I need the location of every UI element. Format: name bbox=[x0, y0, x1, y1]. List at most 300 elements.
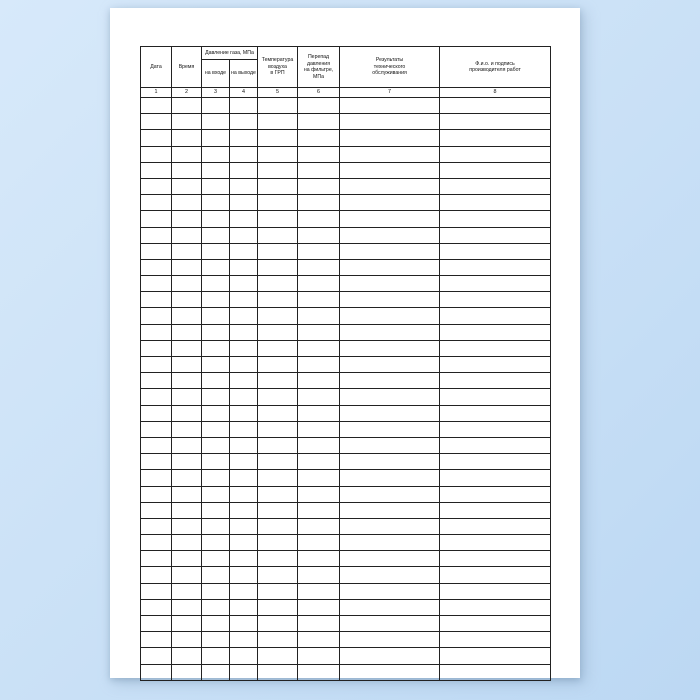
table-cell[interactable] bbox=[298, 211, 340, 227]
table-cell[interactable] bbox=[258, 421, 298, 437]
table-cell[interactable] bbox=[141, 211, 172, 227]
table-cell[interactable] bbox=[172, 146, 202, 162]
table-cell[interactable] bbox=[298, 130, 340, 146]
table-cell[interactable] bbox=[440, 421, 551, 437]
table-cell[interactable] bbox=[230, 195, 258, 211]
table-cell[interactable] bbox=[258, 259, 298, 275]
table-row[interactable] bbox=[141, 130, 551, 146]
table-cell[interactable] bbox=[340, 146, 440, 162]
table-cell[interactable] bbox=[340, 535, 440, 551]
table-cell[interactable] bbox=[440, 648, 551, 664]
table-cell[interactable] bbox=[440, 567, 551, 583]
table-cell[interactable] bbox=[298, 648, 340, 664]
table-cell[interactable] bbox=[258, 114, 298, 130]
table-cell[interactable] bbox=[340, 195, 440, 211]
table-cell[interactable] bbox=[141, 437, 172, 453]
table-cell[interactable] bbox=[172, 357, 202, 373]
table-row[interactable] bbox=[141, 340, 551, 356]
table-cell[interactable] bbox=[440, 373, 551, 389]
table-cell[interactable] bbox=[202, 98, 230, 114]
table-cell[interactable] bbox=[440, 389, 551, 405]
table-cell[interactable] bbox=[202, 535, 230, 551]
table-cell[interactable] bbox=[298, 195, 340, 211]
table-cell[interactable] bbox=[298, 405, 340, 421]
table-cell[interactable] bbox=[230, 421, 258, 437]
table-cell[interactable] bbox=[340, 583, 440, 599]
table-cell[interactable] bbox=[340, 308, 440, 324]
table-cell[interactable] bbox=[440, 583, 551, 599]
table-cell[interactable] bbox=[258, 502, 298, 518]
table-cell[interactable] bbox=[258, 454, 298, 470]
table-cell[interactable] bbox=[340, 421, 440, 437]
table-cell[interactable] bbox=[258, 632, 298, 648]
table-cell[interactable] bbox=[298, 324, 340, 340]
table-cell[interactable] bbox=[258, 567, 298, 583]
table-cell[interactable] bbox=[141, 454, 172, 470]
table-row[interactable] bbox=[141, 437, 551, 453]
table-cell[interactable] bbox=[172, 243, 202, 259]
table-cell[interactable] bbox=[230, 405, 258, 421]
table-cell[interactable] bbox=[141, 389, 172, 405]
table-cell[interactable] bbox=[258, 551, 298, 567]
table-cell[interactable] bbox=[230, 648, 258, 664]
table-cell[interactable] bbox=[230, 551, 258, 567]
table-row[interactable] bbox=[141, 389, 551, 405]
table-cell[interactable] bbox=[230, 340, 258, 356]
table-cell[interactable] bbox=[440, 211, 551, 227]
table-row[interactable] bbox=[141, 664, 551, 680]
table-cell[interactable] bbox=[202, 551, 230, 567]
table-cell[interactable] bbox=[230, 437, 258, 453]
table-cell[interactable] bbox=[202, 470, 230, 486]
table-cell[interactable] bbox=[202, 437, 230, 453]
table-cell[interactable] bbox=[202, 632, 230, 648]
table-cell[interactable] bbox=[172, 162, 202, 178]
table-cell[interactable] bbox=[230, 535, 258, 551]
table-cell[interactable] bbox=[298, 535, 340, 551]
table-cell[interactable] bbox=[298, 178, 340, 194]
table-cell[interactable] bbox=[298, 227, 340, 243]
table-cell[interactable] bbox=[440, 551, 551, 567]
table-cell[interactable] bbox=[172, 324, 202, 340]
table-cell[interactable] bbox=[202, 648, 230, 664]
table-cell[interactable] bbox=[340, 502, 440, 518]
table-cell[interactable] bbox=[298, 583, 340, 599]
table-cell[interactable] bbox=[172, 616, 202, 632]
table-cell[interactable] bbox=[340, 373, 440, 389]
table-cell[interactable] bbox=[340, 437, 440, 453]
table-cell[interactable] bbox=[340, 114, 440, 130]
table-cell[interactable] bbox=[440, 243, 551, 259]
table-cell[interactable] bbox=[298, 340, 340, 356]
table-cell[interactable] bbox=[298, 308, 340, 324]
table-cell[interactable] bbox=[440, 632, 551, 648]
table-cell[interactable] bbox=[202, 243, 230, 259]
table-cell[interactable] bbox=[440, 259, 551, 275]
table-cell[interactable] bbox=[440, 502, 551, 518]
table-cell[interactable] bbox=[340, 211, 440, 227]
table-cell[interactable] bbox=[230, 162, 258, 178]
table-cell[interactable] bbox=[340, 664, 440, 680]
table-cell[interactable] bbox=[298, 243, 340, 259]
table-cell[interactable] bbox=[298, 421, 340, 437]
table-cell[interactable] bbox=[340, 276, 440, 292]
table-cell[interactable] bbox=[440, 357, 551, 373]
table-cell[interactable] bbox=[440, 195, 551, 211]
table-cell[interactable] bbox=[141, 178, 172, 194]
table-cell[interactable] bbox=[202, 178, 230, 194]
table-cell[interactable] bbox=[202, 599, 230, 615]
table-cell[interactable] bbox=[258, 292, 298, 308]
table-cell[interactable] bbox=[141, 551, 172, 567]
table-cell[interactable] bbox=[340, 599, 440, 615]
table-cell[interactable] bbox=[141, 130, 172, 146]
table-cell[interactable] bbox=[202, 373, 230, 389]
table-row[interactable] bbox=[141, 648, 551, 664]
table-cell[interactable] bbox=[440, 340, 551, 356]
table-cell[interactable] bbox=[202, 502, 230, 518]
table-cell[interactable] bbox=[230, 583, 258, 599]
table-cell[interactable] bbox=[440, 518, 551, 534]
table-cell[interactable] bbox=[202, 195, 230, 211]
table-row[interactable] bbox=[141, 146, 551, 162]
table-cell[interactable] bbox=[258, 405, 298, 421]
table-cell[interactable] bbox=[298, 551, 340, 567]
table-cell[interactable] bbox=[202, 340, 230, 356]
table-cell[interactable] bbox=[172, 276, 202, 292]
table-cell[interactable] bbox=[258, 373, 298, 389]
table-cell[interactable] bbox=[202, 421, 230, 437]
table-cell[interactable] bbox=[141, 470, 172, 486]
table-cell[interactable] bbox=[258, 162, 298, 178]
table-cell[interactable] bbox=[440, 146, 551, 162]
table-cell[interactable] bbox=[440, 308, 551, 324]
table-cell[interactable] bbox=[141, 227, 172, 243]
table-row[interactable] bbox=[141, 162, 551, 178]
table-cell[interactable] bbox=[141, 114, 172, 130]
table-cell[interactable] bbox=[340, 292, 440, 308]
table-cell[interactable] bbox=[230, 454, 258, 470]
table-row[interactable] bbox=[141, 583, 551, 599]
table-cell[interactable] bbox=[141, 599, 172, 615]
table-cell[interactable] bbox=[340, 518, 440, 534]
table-cell[interactable] bbox=[440, 599, 551, 615]
table-cell[interactable] bbox=[141, 405, 172, 421]
table-row[interactable] bbox=[141, 259, 551, 275]
table-cell[interactable] bbox=[230, 146, 258, 162]
table-cell[interactable] bbox=[258, 98, 298, 114]
table-cell[interactable] bbox=[340, 178, 440, 194]
table-cell[interactable] bbox=[258, 389, 298, 405]
table-cell[interactable] bbox=[141, 324, 172, 340]
table-cell[interactable] bbox=[141, 421, 172, 437]
table-cell[interactable] bbox=[230, 357, 258, 373]
table-cell[interactable] bbox=[230, 389, 258, 405]
table-cell[interactable] bbox=[440, 616, 551, 632]
table-cell[interactable] bbox=[340, 357, 440, 373]
table-cell[interactable] bbox=[172, 340, 202, 356]
table-cell[interactable] bbox=[340, 632, 440, 648]
table-row[interactable] bbox=[141, 421, 551, 437]
table-cell[interactable] bbox=[258, 340, 298, 356]
table-cell[interactable] bbox=[230, 227, 258, 243]
table-cell[interactable] bbox=[202, 389, 230, 405]
table-cell[interactable] bbox=[258, 535, 298, 551]
table-cell[interactable] bbox=[440, 664, 551, 680]
table-cell[interactable] bbox=[298, 259, 340, 275]
table-row[interactable] bbox=[141, 405, 551, 421]
table-cell[interactable] bbox=[141, 518, 172, 534]
table-cell[interactable] bbox=[440, 292, 551, 308]
table-cell[interactable] bbox=[440, 114, 551, 130]
table-cell[interactable] bbox=[141, 276, 172, 292]
table-cell[interactable] bbox=[172, 98, 202, 114]
table-cell[interactable] bbox=[440, 162, 551, 178]
table-cell[interactable] bbox=[202, 211, 230, 227]
table-cell[interactable] bbox=[202, 276, 230, 292]
table-cell[interactable] bbox=[141, 567, 172, 583]
table-cell[interactable] bbox=[172, 583, 202, 599]
table-cell[interactable] bbox=[141, 632, 172, 648]
table-cell[interactable] bbox=[258, 227, 298, 243]
table-cell[interactable] bbox=[141, 98, 172, 114]
table-cell[interactable] bbox=[172, 373, 202, 389]
table-cell[interactable] bbox=[172, 130, 202, 146]
table-cell[interactable] bbox=[258, 599, 298, 615]
table-row[interactable] bbox=[141, 292, 551, 308]
table-cell[interactable] bbox=[298, 567, 340, 583]
table-cell[interactable] bbox=[230, 616, 258, 632]
table-cell[interactable] bbox=[440, 130, 551, 146]
table-cell[interactable] bbox=[141, 340, 172, 356]
table-row[interactable] bbox=[141, 211, 551, 227]
table-cell[interactable] bbox=[141, 243, 172, 259]
table-cell[interactable] bbox=[202, 130, 230, 146]
table-cell[interactable] bbox=[141, 535, 172, 551]
table-cell[interactable] bbox=[230, 632, 258, 648]
table-cell[interactable] bbox=[340, 648, 440, 664]
table-cell[interactable] bbox=[298, 389, 340, 405]
table-cell[interactable] bbox=[258, 195, 298, 211]
table-cell[interactable] bbox=[202, 259, 230, 275]
table-cell[interactable] bbox=[172, 454, 202, 470]
table-cell[interactable] bbox=[202, 405, 230, 421]
table-cell[interactable] bbox=[202, 114, 230, 130]
table-cell[interactable] bbox=[202, 518, 230, 534]
table-cell[interactable] bbox=[172, 421, 202, 437]
table-cell[interactable] bbox=[172, 518, 202, 534]
table-cell[interactable] bbox=[258, 243, 298, 259]
table-cell[interactable] bbox=[202, 227, 230, 243]
table-cell[interactable] bbox=[141, 162, 172, 178]
table-cell[interactable] bbox=[141, 292, 172, 308]
table-cell[interactable] bbox=[258, 583, 298, 599]
table-cell[interactable] bbox=[340, 551, 440, 567]
table-row[interactable] bbox=[141, 195, 551, 211]
table-cell[interactable] bbox=[298, 162, 340, 178]
table-cell[interactable] bbox=[172, 551, 202, 567]
table-cell[interactable] bbox=[230, 324, 258, 340]
table-cell[interactable] bbox=[298, 276, 340, 292]
table-cell[interactable] bbox=[258, 486, 298, 502]
table-cell[interactable] bbox=[340, 470, 440, 486]
table-cell[interactable] bbox=[141, 357, 172, 373]
table-cell[interactable] bbox=[340, 130, 440, 146]
table-cell[interactable] bbox=[172, 389, 202, 405]
table-cell[interactable] bbox=[258, 324, 298, 340]
table-cell[interactable] bbox=[298, 502, 340, 518]
table-cell[interactable] bbox=[258, 648, 298, 664]
table-row[interactable] bbox=[141, 616, 551, 632]
table-cell[interactable] bbox=[298, 486, 340, 502]
table-cell[interactable] bbox=[258, 146, 298, 162]
table-cell[interactable] bbox=[172, 114, 202, 130]
table-cell[interactable] bbox=[202, 308, 230, 324]
table-cell[interactable] bbox=[172, 486, 202, 502]
table-cell[interactable] bbox=[202, 664, 230, 680]
table-cell[interactable] bbox=[230, 486, 258, 502]
table-cell[interactable] bbox=[141, 486, 172, 502]
table-cell[interactable] bbox=[440, 486, 551, 502]
table-row[interactable] bbox=[141, 454, 551, 470]
table-cell[interactable] bbox=[298, 437, 340, 453]
table-cell[interactable] bbox=[202, 567, 230, 583]
table-cell[interactable] bbox=[141, 259, 172, 275]
table-cell[interactable] bbox=[172, 470, 202, 486]
table-cell[interactable] bbox=[172, 405, 202, 421]
table-cell[interactable] bbox=[440, 98, 551, 114]
table-row[interactable] bbox=[141, 535, 551, 551]
table-cell[interactable] bbox=[340, 486, 440, 502]
table-cell[interactable] bbox=[202, 583, 230, 599]
table-cell[interactable] bbox=[172, 259, 202, 275]
table-cell[interactable] bbox=[172, 502, 202, 518]
table-cell[interactable] bbox=[298, 357, 340, 373]
table-cell[interactable] bbox=[258, 178, 298, 194]
table-cell[interactable] bbox=[258, 130, 298, 146]
table-cell[interactable] bbox=[340, 567, 440, 583]
table-row[interactable] bbox=[141, 551, 551, 567]
table-row[interactable] bbox=[141, 324, 551, 340]
table-row[interactable] bbox=[141, 114, 551, 130]
table-cell[interactable] bbox=[172, 292, 202, 308]
table-cell[interactable] bbox=[230, 664, 258, 680]
table-cell[interactable] bbox=[440, 470, 551, 486]
table-cell[interactable] bbox=[202, 324, 230, 340]
table-cell[interactable] bbox=[440, 535, 551, 551]
table-cell[interactable] bbox=[141, 616, 172, 632]
table-row[interactable] bbox=[141, 243, 551, 259]
table-cell[interactable] bbox=[440, 324, 551, 340]
table-cell[interactable] bbox=[440, 437, 551, 453]
table-cell[interactable] bbox=[202, 292, 230, 308]
table-cell[interactable] bbox=[340, 389, 440, 405]
table-cell[interactable] bbox=[258, 357, 298, 373]
table-cell[interactable] bbox=[172, 632, 202, 648]
table-cell[interactable] bbox=[298, 518, 340, 534]
table-cell[interactable] bbox=[202, 146, 230, 162]
table-row[interactable] bbox=[141, 373, 551, 389]
table-row[interactable] bbox=[141, 567, 551, 583]
table-cell[interactable] bbox=[440, 178, 551, 194]
table-row[interactable] bbox=[141, 599, 551, 615]
table-cell[interactable] bbox=[172, 227, 202, 243]
table-cell[interactable] bbox=[172, 535, 202, 551]
table-cell[interactable] bbox=[298, 292, 340, 308]
table-cell[interactable] bbox=[440, 405, 551, 421]
table-cell[interactable] bbox=[298, 616, 340, 632]
table-cell[interactable] bbox=[141, 373, 172, 389]
table-cell[interactable] bbox=[340, 259, 440, 275]
table-cell[interactable] bbox=[172, 648, 202, 664]
table-cell[interactable] bbox=[298, 599, 340, 615]
table-cell[interactable] bbox=[298, 454, 340, 470]
table-cell[interactable] bbox=[298, 373, 340, 389]
table-cell[interactable] bbox=[298, 114, 340, 130]
table-cell[interactable] bbox=[172, 211, 202, 227]
table-row[interactable] bbox=[141, 518, 551, 534]
table-cell[interactable] bbox=[340, 324, 440, 340]
table-cell[interactable] bbox=[141, 146, 172, 162]
table-cell[interactable] bbox=[298, 664, 340, 680]
table-cell[interactable] bbox=[340, 243, 440, 259]
table-cell[interactable] bbox=[230, 114, 258, 130]
table-cell[interactable] bbox=[298, 146, 340, 162]
table-cell[interactable] bbox=[298, 470, 340, 486]
table-cell[interactable] bbox=[172, 437, 202, 453]
table-cell[interactable] bbox=[340, 616, 440, 632]
table-cell[interactable] bbox=[230, 211, 258, 227]
table-cell[interactable] bbox=[202, 616, 230, 632]
table-cell[interactable] bbox=[230, 599, 258, 615]
table-cell[interactable] bbox=[340, 340, 440, 356]
table-cell[interactable] bbox=[230, 259, 258, 275]
table-row[interactable] bbox=[141, 98, 551, 114]
table-cell[interactable] bbox=[172, 664, 202, 680]
table-cell[interactable] bbox=[340, 162, 440, 178]
table-cell[interactable] bbox=[172, 178, 202, 194]
table-cell[interactable] bbox=[258, 308, 298, 324]
table-row[interactable] bbox=[141, 486, 551, 502]
table-cell[interactable] bbox=[258, 470, 298, 486]
table-cell[interactable] bbox=[230, 470, 258, 486]
table-cell[interactable] bbox=[141, 664, 172, 680]
table-cell[interactable] bbox=[230, 178, 258, 194]
table-cell[interactable] bbox=[141, 308, 172, 324]
table-cell[interactable] bbox=[340, 405, 440, 421]
table-row[interactable] bbox=[141, 227, 551, 243]
table-row[interactable] bbox=[141, 308, 551, 324]
table-cell[interactable] bbox=[230, 308, 258, 324]
table-cell[interactable] bbox=[258, 616, 298, 632]
table-cell[interactable] bbox=[230, 373, 258, 389]
table-cell[interactable] bbox=[172, 308, 202, 324]
table-cell[interactable] bbox=[172, 567, 202, 583]
table-cell[interactable] bbox=[172, 599, 202, 615]
table-cell[interactable] bbox=[202, 486, 230, 502]
table-cell[interactable] bbox=[202, 162, 230, 178]
table-cell[interactable] bbox=[230, 567, 258, 583]
table-cell[interactable] bbox=[298, 632, 340, 648]
table-cell[interactable] bbox=[440, 454, 551, 470]
table-cell[interactable] bbox=[141, 502, 172, 518]
table-row[interactable] bbox=[141, 178, 551, 194]
table-row[interactable] bbox=[141, 357, 551, 373]
table-row[interactable] bbox=[141, 632, 551, 648]
table-cell[interactable] bbox=[141, 648, 172, 664]
table-row[interactable] bbox=[141, 502, 551, 518]
table-cell[interactable] bbox=[172, 195, 202, 211]
